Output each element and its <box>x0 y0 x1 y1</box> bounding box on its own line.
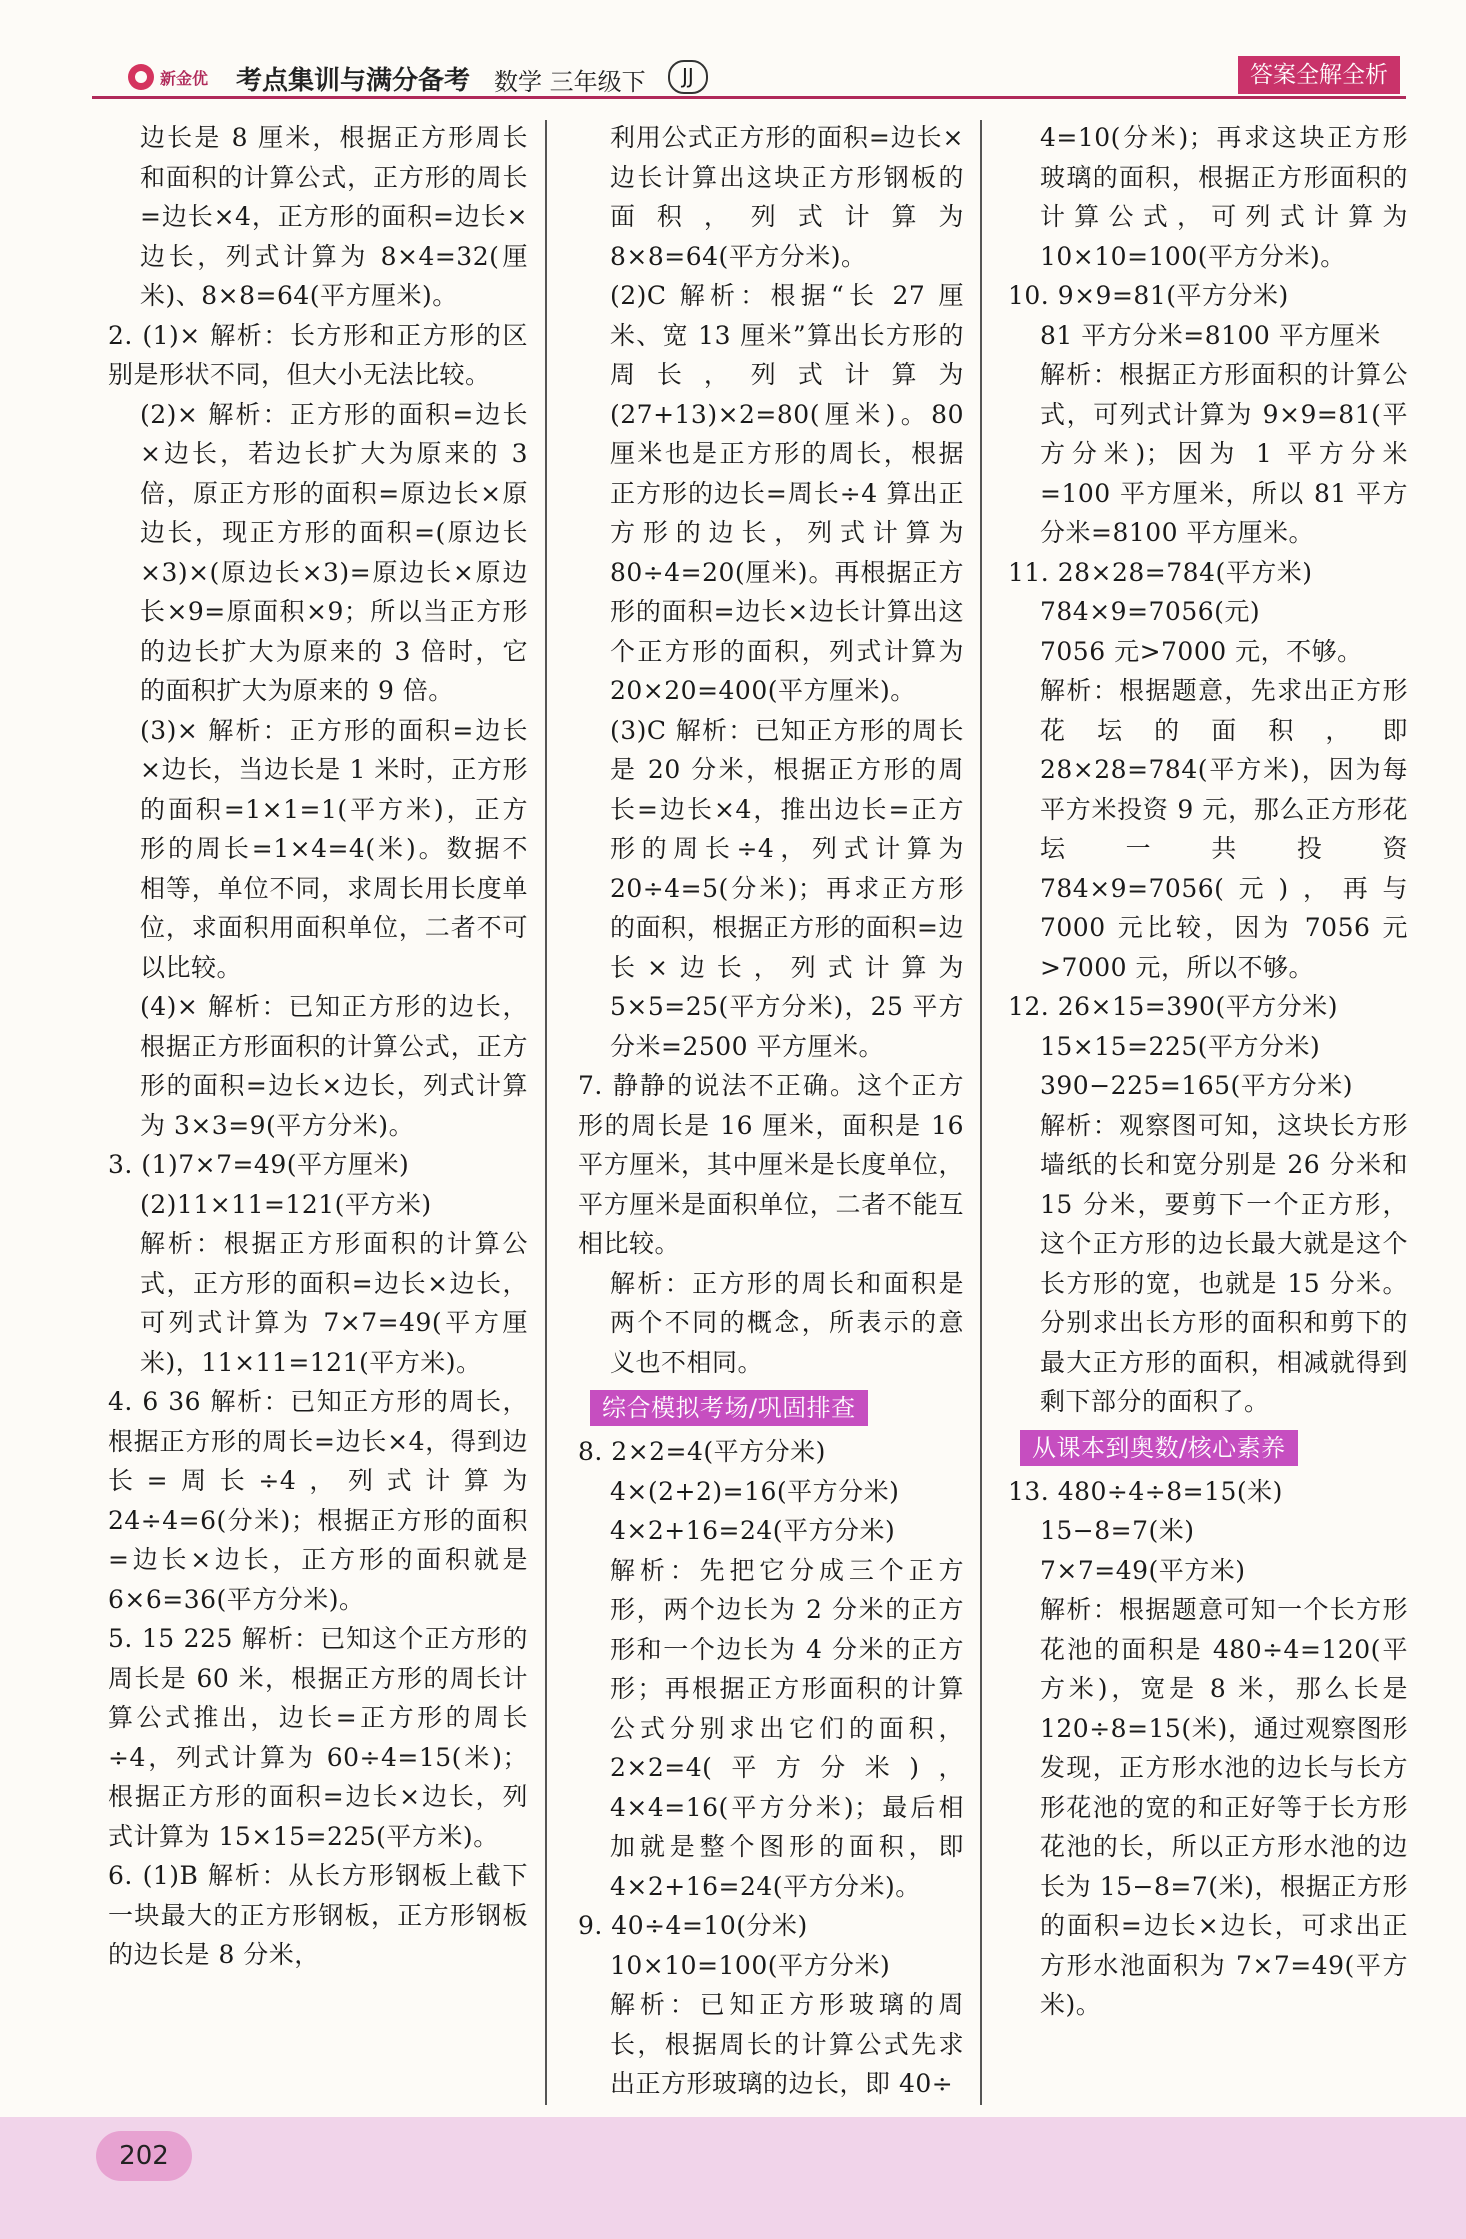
logo-icon <box>128 64 154 90</box>
answer-analysis: 解析：根据正方形面积的计算公式，正方形的面积=边长×边长，可列式计算为 7×7=49(平方厘米)，11×11=121(平方米)。 <box>140 1229 528 1377</box>
answer-analysis: 解析：观察图可知，这块长方形墙纸的长和宽分别是 26 分米和 15 分米，要剪下一个正方形，这个正方形的边长最大就是这个长方形的宽，也就是 15 分米。分别求出长方形的面积和剪下的最大正方形的面积，相减就得到剩下部分的面积了。 <box>1040 1110 1408 1416</box>
answer-line: 15×15=225(平方分米) <box>1040 1031 1321 1061</box>
answer-analysis: 解析：已知正方形玻璃的周长，根据周长的计算公式先求出正方形玻璃的边长，即 40÷ <box>610 1990 964 2098</box>
answer-item: 12. 26×15=390(平方分米) <box>1008 992 1338 1021</box>
section-tag: 答案全解全析 <box>1238 56 1400 94</box>
answer-analysis: 解析：根据题意，先求出正方形花坛的面积，即 28×28=784(平方米)，因为每平方米投资 9 元，那么正方形花坛一共投资 784×9=7056(元)，再与 7000 元比较，因为 7056 元>7000 元，所以不够。 <box>1040 676 1408 982</box>
publisher-logo <box>128 60 218 94</box>
answer-item: 11. 28×28=784(平方米) <box>1008 557 1313 587</box>
answer-line: 7056 元>7000 元，不够。 <box>1040 636 1363 666</box>
answer-item: 13. 480÷4÷8=15(米) <box>1008 1476 1283 1506</box>
book-title: 考点集训与满分备考 <box>236 66 471 96</box>
answer-item: 8. 2×2=4(平方分米) <box>578 1437 826 1466</box>
answer-paragraph: (3)× 解析：正方形的面积=边长×边长，当边长是 1 米时，正方形的面积=1×1=1(平方米)，正方形的周长=1×4=4(米)。数据不相等，单位不同，求周长用长度单位，求面积用面积单位，二者不可以比较。 <box>140 715 528 982</box>
column-divider <box>545 120 547 2105</box>
answer-line: 7×7=49(平方米) <box>1040 1555 1246 1585</box>
logo-text: 新金优 <box>160 68 209 88</box>
answer-line: 10×10=100(平方分米) <box>610 1950 891 1980</box>
answer-paragraph: 利用公式正方形的面积=边长×边长计算出这块正方形钢板的面积，列式计算为 8×8=64(平方分米)。 <box>610 123 964 271</box>
answer-paragraph: (4)× 解析：已知正方形的边长，根据正方形面积的计算公式，正方形的面积=边长×边长，列式计算为 3×3=9(平方分米)。 <box>140 992 528 1140</box>
answer-line: 81 平方分米=8100 平方厘米 <box>1040 320 1381 350</box>
answer-item: 4. 6 36 解析：已知正方形的周长，根据正方形的周长=边长×4，得到边长=周长÷4，列式计算为 24÷4=6(分米)；根据正方形的面积=边长×边长，正方形的面积就是 6×6=36(平方分米)。 <box>108 1387 528 1614</box>
answer-paragraph: 边长是 8 厘米，根据正方形周长和面积的计算公式，正方形的周长=边长×4，正方形的面积=边长×边长，列式计算为 8×4=32(厘米)、8×8=64(平方厘米)。 <box>140 123 528 310</box>
answer-item: 5. 15 225 解析：已知这个正方形的周长是 60 米，根据正方形的周长计算公式推出，边长=正方形的周长÷4，列式计算为 60÷4=15(米)；根据正方形的面积=边长×边长，列式计算为 15×15=225(平方米)。 <box>108 1624 528 1851</box>
answer-analysis: 解析：根据题意可知一个长方形花池的面积是 480÷4=120(平方米)，宽是 8 米，那么长是 120÷8=15(米)，通过观察图形发现，正方形水池的边长与长方形花池的宽的和正好等于长方形花池的长，所以正方形水池的边长为 15−8=7(米)，根据正方形的面积=边长×边长，可求出正方形水池面积为 7×7=49(平方米)。 <box>1040 1595 1408 2019</box>
answer-column-1 <box>108 118 528 1975</box>
answer-analysis: 解析：正方形的周长和面积是两个不同的概念，所表示的意义也不相同。 <box>610 1268 964 1377</box>
answer-line: 15−8=7(米) <box>1040 1516 1195 1545</box>
answer-line: (2)11×11=121(平方米) <box>140 1189 432 1219</box>
answer-paragraph: (2)× 解析：正方形的面积=边长×边长，若边长扩大为原来的 3 倍，原正方形的面积=原边长×原边长，现正方形的面积=(原边长×3)×(原边长×3)=原边长×原边长×9=原面积×9；所以当正方形的边长扩大为原来的 3 倍时，它的面积扩大为原来的 9 倍。 <box>140 399 528 705</box>
answer-analysis: 解析：先把它分成三个正方形，两个边长为 2 分米的正方形和一个边长为 4 分米的正方形；再根据正方形面积的计算公式分别求出它们的面积，2×2=4(平方分米)，4×4=16(平方分米)；最后相加就是整个图形的面积，即 4×2+16=24(平方分米)。 <box>610 1555 964 1901</box>
answer-item: 10. 9×9=81(平方分米) <box>1008 281 1289 310</box>
section-banner: 综合模拟考场/巩固排查 <box>590 1390 868 1426</box>
page-header <box>0 0 1466 120</box>
answer-item: 6. (1)B 解析：从长方形钢板上截下一块最大的正方形钢板，正方形钢板的边长是 8 分米， <box>108 1861 528 1969</box>
footer-band <box>0 2117 1466 2239</box>
edition-badge: JJ <box>668 60 708 94</box>
answer-item: 2. (1)× 解析：长方形和正方形的区别是形状不同，但大小无法比较。 <box>108 320 528 389</box>
section-banner: 从课本到奥数/核心素养 <box>1020 1430 1298 1466</box>
answer-item: 3. (1)7×7=49(平方厘米) <box>108 1150 410 1179</box>
page-number: 202 <box>96 2131 192 2181</box>
answer-analysis: 解析：根据正方形面积的计算公式，可列式计算为 9×9=81(平方分米)；因为 1 平方分米=100 平方厘米，所以 81 平方分米=8100 平方厘米。 <box>1040 360 1408 547</box>
answer-paragraph: 4=10(分米)；再求这块正方形玻璃的面积，根据正方形面积的计算公式，可列式计算为 10×10=100(平方分米)。 <box>1040 123 1408 271</box>
answer-paragraph: (2)C 解析：根据“长 27 厘米、宽 13 厘米”算出长方形的周长，列式计算为(27+13)×2=80(厘米)。80 厘米也是正方形的周长，根据正方形的边长=周长÷4 算出正方形的边长，列式计算为 80÷4=20(厘米)。再根据正方形的面积=边长×边长计算出这个正方形的面积，列式计算为 20×20=400(平方厘米)。 <box>610 281 964 705</box>
answer-column-3 <box>1008 118 1408 2025</box>
answer-item: 9. 40÷4=10(分米) <box>578 1911 808 1940</box>
column-divider <box>980 120 982 2105</box>
subject-grade: 数学 三年级下 <box>494 68 646 96</box>
answer-line: 784×9=7056(元) <box>1040 597 1261 626</box>
answer-line: 4×2+16=24(平方分米) <box>610 1516 896 1545</box>
answer-line: 390−225=165(平方分米) <box>1040 1071 1354 1100</box>
answer-paragraph: (3)C 解析：已知正方形的周长是 20 分米，根据正方形的周长=边长×4，推出边长=正方形的周长÷4，列式计算为 20÷4=5(分米)；再求正方形的面积，根据正方形的面积=边长×边长，列式计算为 5×5=25(平方分米)，25 平方分米=2500 平方厘米。 <box>610 715 964 1061</box>
header-rule <box>92 96 1406 99</box>
answer-line: 4×(2+2)=16(平方分米) <box>610 1476 900 1506</box>
answer-item: 7. 静静的说法不正确。这个正方形的周长是 16 厘米，面积是 16 平方厘米，其中厘米是长度单位，平方厘米是面积单位，二者不能互相比较。 <box>578 1071 964 1258</box>
answer-column-2 <box>578 118 964 2104</box>
